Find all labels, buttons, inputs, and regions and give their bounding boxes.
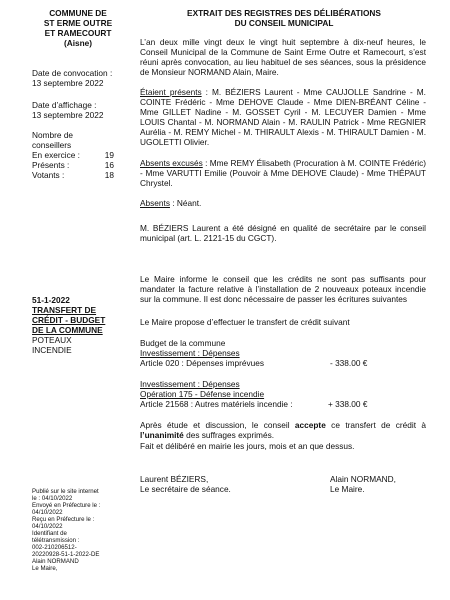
convocation-value: 13 septembre 2022 [32, 78, 104, 88]
affichage-label: Date d’affichage : [32, 100, 97, 110]
mayor-name: Alain NORMAND, [330, 474, 396, 484]
deliberation-paragraph1: Le Maire informe le conseil que les crédits ne sont pas suffisants pour mandater la facture relative à l’installation de 2 nouveaux poteaux incendie sur la commune. Il est donc nécessaire de passer les écritures suivantes [140, 274, 426, 304]
counts-table [32, 150, 114, 180]
stamp-line: 04/10/2022 [32, 523, 63, 530]
deliberation-title-line3: DE LA COMMUNE [32, 325, 103, 335]
affichage-date [32, 100, 104, 120]
stamp-line: 04/10/2022 [32, 509, 63, 516]
convocation-date [32, 68, 112, 88]
secretary-name: Laurent BÉZIERS, [140, 474, 209, 484]
absents-label: Absents [140, 198, 170, 208]
section1-amount: - 338.00 € [330, 358, 368, 368]
stamp-line: 20220928-51-1-2022-DE [32, 551, 100, 558]
stamp-line: Envoyé en Préfecture le : [32, 502, 101, 509]
count-label: Présents : [32, 160, 70, 170]
section1-line: Article 020 : Dépenses imprévues [140, 358, 265, 368]
stamp-line: télétransmission : [32, 537, 80, 544]
section2-heading: Investissement : Dépenses [140, 379, 240, 389]
closing-line: Fait et délibéré en mairie les jours, mois et an que dessus. [140, 441, 355, 451]
secretary-paragraph: M. BÉZIERS Laurent a été désigné en qualité de secrétaire par le conseil municipal (art. L. 2121-15 du CGCT). [140, 223, 426, 243]
stamp-line: le : 04/10/2022 [32, 495, 73, 502]
convocation-label: Date de convocation : [32, 68, 113, 78]
decision-paragraph [140, 420, 426, 440]
stamp-line: Identifiant de [32, 530, 67, 537]
count-row [32, 150, 114, 160]
intro-paragraph: L’an deux mille vingt deux le vingt huit septembre à dix-neuf heures, le Conseil Municipal de la Commune de Saint Erme Outre et Ramecourt, s’est réuni après convocation, au lieu habituel de ses séances, sous la présidence de Monsieur NORMAND Alain, Maire. [140, 37, 426, 77]
presents-text: : M. BÉZIERS Laurent - Mme CAUJOLLE Sandrine - M. COINTE Frédéric - Mme DEHOVE Claude - Mme DIEN-BRÉANT Céline - Mme GILLET Nadine - M. GOSSET Cyril - M. LECUYER Damien - Mme LOUIS Chantal - M. NORMAND Alain - M. RAULIN Patrick - Mme REGNIER Aurélia - M. REMY Michel - M. THIRAULT Alexis - M. THIRAULT Damien - M. UGOLETTI Olivier. [140, 87, 426, 147]
count-value: 18 [104, 170, 114, 180]
counts-title-line1: Nombre de [32, 130, 74, 140]
count-label: En exercice : [32, 150, 80, 160]
secretary-role: Le secrétaire de séance. [140, 484, 231, 494]
section2-operation: Opération 175 - Défense incendie [140, 389, 265, 399]
decision-accepte: accepte [294, 420, 326, 430]
deliberation-paragraph2: Le Maire propose d’effectuer le transfert de crédit suivant [140, 317, 350, 327]
document-title-line2: DU CONSEIL MUNICIPAL [234, 18, 334, 28]
count-row [32, 160, 114, 170]
deliberation-title-line2: CRÉDIT - BUDGET [32, 315, 106, 325]
signature-mayor [330, 474, 396, 494]
count-value: 16 [104, 160, 114, 170]
absents-text: : Néant. [169, 198, 202, 208]
section1-heading: Investissement : Dépenses [140, 348, 240, 358]
deliberation-title-line1: TRANSFERT DE [32, 305, 97, 315]
decision-text-1: Après étude et discussion, le conseil [140, 420, 295, 430]
section2-line: Article 21568 : Autres matériels incendie : [140, 399, 293, 409]
deliberation-header [32, 295, 105, 355]
counts-title-line2: conseillers [32, 140, 72, 150]
deliberation-subject-line1: POTEAUX [32, 335, 72, 345]
excuses-paragraph [140, 158, 426, 188]
stamp-line: Reçu en Préfecture le : [32, 516, 95, 523]
presents-paragraph [140, 87, 426, 147]
affichage-value: 13 septembre 2022 [32, 110, 104, 120]
excuses-label: Absents excusés [140, 158, 203, 168]
count-value: 19 [104, 150, 114, 160]
excuses-text: : Mme REMY Élisabeth (Procuration à M. COINTE Frédéric) - Mme VARUTTI Emilie (Pouvoir à Mme DEHOVE Claude) - Mme THÉPAUT Chrystel. [140, 158, 426, 188]
commune-header [22, 8, 134, 48]
commune-name-line1: COMMUNE DE [49, 8, 107, 18]
document-title [140, 8, 428, 28]
count-row [32, 170, 114, 180]
stamp-line: Alain NORMAND [32, 558, 79, 565]
counts-title [32, 130, 73, 150]
stamp-line: Publié sur le site internet [32, 488, 99, 495]
mayor-role: Le Maire. [330, 484, 365, 494]
decision-unanimite: l’unanimité [140, 430, 184, 440]
budget-label: Budget de la commune [140, 338, 226, 348]
section2-amount: + 338.00 € [328, 399, 368, 409]
absents-paragraph [140, 198, 426, 208]
decision-text-3: des suffrages exprimés. [183, 430, 275, 440]
transmission-stamp [32, 488, 100, 572]
deliberation-subject-line2: INCENDIE [32, 345, 72, 355]
commune-name-line2: ST ERME OUTRE [43, 18, 113, 28]
commune-name-line3: ET RAMECOURT [44, 28, 112, 38]
count-label: Votants : [32, 170, 65, 180]
document-title-line1: EXTRAIT DES REGISTRES DES DÉLIBÉRATIONS [187, 8, 381, 18]
stamp-line: 002-210206512- [32, 544, 77, 551]
presents-label: Étaient présents [140, 87, 202, 97]
stamp-line: Le Maire, [32, 565, 58, 572]
decision-text-2: ce transfert de crédit à [325, 420, 426, 430]
commune-department: (Aisne) [63, 38, 93, 48]
signature-secretary [140, 474, 231, 494]
deliberation-number: 51-1-2022 [32, 295, 70, 305]
